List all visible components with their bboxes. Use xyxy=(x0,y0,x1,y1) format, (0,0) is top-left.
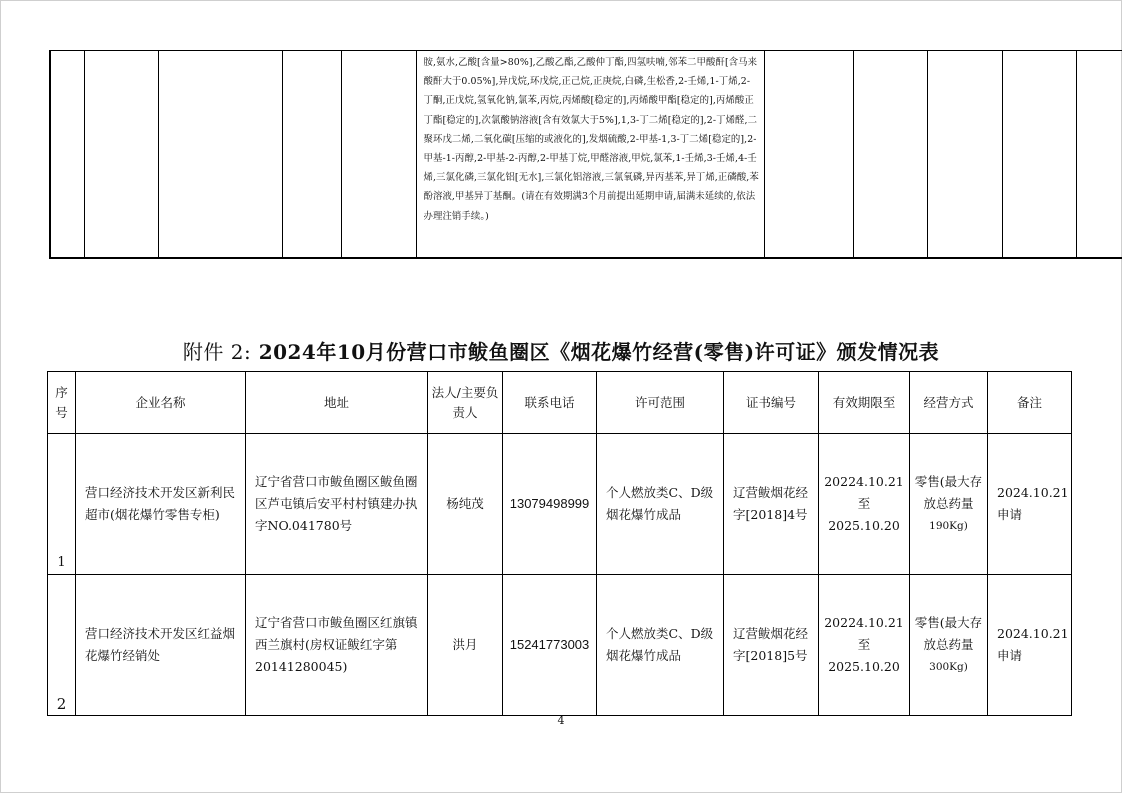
row-seq: 1 xyxy=(48,434,76,575)
row-cert: 辽营鲅烟花经字[2018]5号 xyxy=(724,575,819,716)
cont-cell-name xyxy=(84,51,158,259)
row-mode xyxy=(910,434,988,575)
row-phone: 13079498999 xyxy=(503,434,597,575)
row-address: 辽宁省营口市鲅鱼圈区红旗镇西兰旗村(房权证鲅红字第20141280045) xyxy=(246,575,428,716)
header-address: 地址 xyxy=(246,372,428,434)
row-name: 营口经济技术开发区红益烟花爆竹经销处 xyxy=(76,575,246,716)
cont-cell-address xyxy=(158,51,282,259)
header-scope: 许可范围 xyxy=(597,372,724,434)
row-name: 营口经济技术开发区新利民超市(烟花爆竹零售专柜) xyxy=(76,434,246,575)
cont-cell-phone xyxy=(341,51,416,259)
header-row xyxy=(48,372,1072,434)
header-valid: 有效期限至 xyxy=(819,372,910,434)
header-note: 备注 xyxy=(988,372,1072,434)
cont-cell-mode xyxy=(927,51,1002,259)
cont-cell-note xyxy=(1002,51,1076,259)
valid-from: 20224.10.21 xyxy=(824,474,904,489)
header-mode: 经营方式 xyxy=(910,372,988,434)
cont-chemical-list: 胺,氨水,乙酸[含量>80%],乙酸乙酯,乙酸仲丁酯,四氢呋喃,邻苯二甲酸酐[含马来酸酐大于0.05%],异戊烷,环戊烷,正己烷,正庚烷,白磷,生松香,2-壬烯,1-丁烯,2-丁酮,正戊烷,氢氧化钠,氯苯,丙烷,丙烯酸[稳定的],丙烯酸甲酯[稳定的],丙烯酸正丁酯[稳定的],次氯酸钠溶液[含有效氯大于5%],1,3-丁二烯[稳定的],2-丁烯醛,二聚环戊二烯,二氧化碳[压缩的或液化的],发烟硫酸,2-甲基-1,3-丁二烯[稳定的],2-甲基-1-丙醇,2-甲基-2-丙醇,2-甲基丁烷,甲醛溶液,甲烷,氯苯,1-壬烯,3-壬烯,4-壬烯,三氯化磷,三氯化铝[无水],三氯化铝溶液,三氯氧磷,异丙基苯,异丁烯,正磷酸,苯酚溶液,甲基异丁基酮。(请在有效期满3个月前提出延期申请,届满未延续的,依法办理注销手续。) xyxy=(416,51,764,259)
row-note: 2024.10.21申请 xyxy=(988,434,1072,575)
row-phone: 15241773003 xyxy=(503,575,597,716)
header-phone: 联系电话 xyxy=(503,372,597,434)
row-person: 杨纯茂 xyxy=(428,434,503,575)
title-main: 2024年10月份营口市鲅鱼圈区《烟花爆竹经营(零售)许可证》颁发情况表 xyxy=(258,340,940,364)
header-person: 法人/主要负责人 xyxy=(428,372,503,434)
row-mode xyxy=(910,575,988,716)
row-valid xyxy=(819,575,910,716)
valid-from: 20224.10.21 xyxy=(824,615,904,630)
cont-cell-seq xyxy=(50,51,84,259)
cont-cell-valid xyxy=(853,51,927,259)
valid-to: 2025.10.20 xyxy=(828,659,900,674)
valid-to-word: 至 xyxy=(857,637,871,652)
permit-table xyxy=(47,371,1072,716)
valid-to: 2025.10.20 xyxy=(828,518,900,533)
mode-main: 零售(最大存放总药量 xyxy=(914,474,983,511)
cont-cell-extra xyxy=(1076,51,1122,259)
table-row xyxy=(48,575,1072,716)
row-cert: 辽营鲅烟花经字[2018]4号 xyxy=(724,434,819,575)
cont-cell-cert xyxy=(764,51,853,259)
header-name: 企业名称 xyxy=(76,372,246,434)
table-row xyxy=(48,434,1072,575)
cont-cell-person xyxy=(282,51,341,259)
row-note: 2024.10.21申请 xyxy=(988,575,1072,716)
row-valid xyxy=(819,434,910,575)
mode-qty: 190Kg) xyxy=(929,520,968,532)
page-number: 4 xyxy=(557,714,565,727)
row-scope: 个人燃放类C、D级烟花爆竹成品 xyxy=(597,575,724,716)
valid-to-word: 至 xyxy=(857,496,871,511)
row-address: 辽宁省营口市鲅鱼圈区鲅鱼圈区芦屯镇后安平村村镇建办执字NO.041780号 xyxy=(246,434,428,575)
header-cert: 证书编号 xyxy=(724,372,819,434)
header-seq: 序号 xyxy=(48,372,76,434)
mode-main: 零售(最大存放总药量 xyxy=(914,615,983,652)
title-lead: 附件 2: xyxy=(182,340,252,364)
row-seq: 2 xyxy=(48,575,76,716)
row-scope: 个人燃放类C、D级烟花爆竹成品 xyxy=(597,434,724,575)
page-title xyxy=(0,336,1122,365)
row-person: 洪月 xyxy=(428,575,503,716)
mode-qty: 300Kg) xyxy=(929,661,968,673)
continuation-table xyxy=(49,50,1122,259)
